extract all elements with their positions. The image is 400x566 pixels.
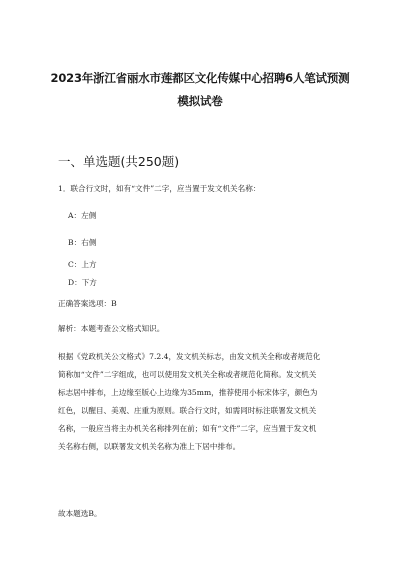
explanation-line: 简称加“文件”二字组成，也可以使用发文机关全称或者规范化简称。发文机关 bbox=[58, 370, 317, 379]
answer-line: 正确答案选项：B bbox=[58, 299, 117, 308]
document-title-line-1: 2023年浙江省丽水市莲都区文化传媒中心招聘6人笔试预测 bbox=[50, 71, 350, 85]
option-b: B：右侧 bbox=[68, 238, 97, 247]
explanation-paragraph bbox=[58, 348, 358, 456]
explanation-line: 关名称右侧，以联署发文机关名称为准上下居中排布。 bbox=[58, 442, 241, 451]
option-a: A：左侧 bbox=[68, 211, 97, 220]
explanation-line: 红色，以醒目、美观、庄重为原则。联合行文时，如需同时标注联署发文机关 bbox=[58, 406, 317, 415]
analysis-line: 解析：本题考查公文格式知识。 bbox=[58, 324, 165, 333]
option-d: D：下方 bbox=[68, 278, 97, 287]
section-heading: 一、单选题(共250题) bbox=[58, 154, 180, 169]
option-c: C：上方 bbox=[68, 260, 97, 269]
explanation-line: 标志居中排布，上边缘至版心上边缘为35mm，推荐使用小标宋体字，颜色为 bbox=[58, 388, 318, 397]
question-text: 1．联合行文时，如有“文件”二字，应当置于发文机关名称： bbox=[58, 184, 261, 193]
document-title-line-2: 模拟试卷 bbox=[177, 94, 223, 108]
explanation-line: 根据《党政机关公文格式》7.2.4，发文机关标志，由发文机关全称或者规范化 bbox=[58, 352, 321, 361]
explanation-line: 名称，一般应当将主办机关名称排列在前；如有“文件”二字，应当置于发文机 bbox=[58, 424, 317, 433]
conclusion-line: 故本题选B。 bbox=[58, 509, 102, 518]
